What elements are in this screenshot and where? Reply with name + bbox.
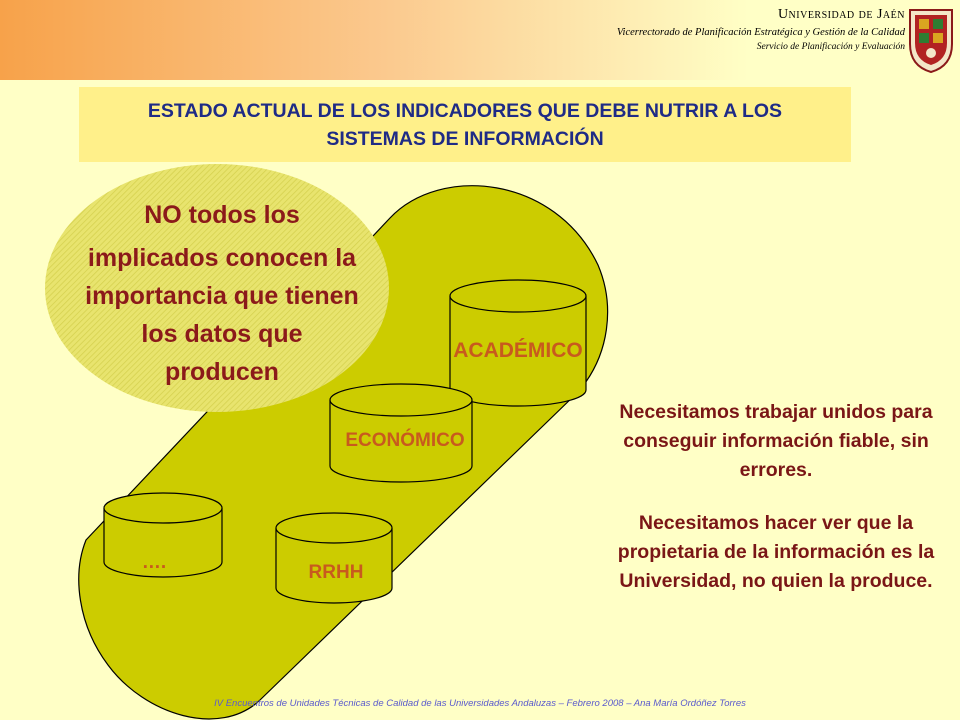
title-line-1: ESTADO ACTUAL DE LOS INDICADORES QUE DEBE NUTRIR A LOS	[147, 99, 783, 122]
database-label-rrhh: RRHH	[308, 562, 364, 583]
database-label-other: ….	[141, 552, 167, 573]
servicio-line: Servicio de Planificación y Evaluación	[756, 42, 905, 52]
database-label-academico: ACADÉMICO	[453, 339, 583, 362]
database-other	[104, 493, 222, 577]
database-rrhh	[276, 513, 392, 603]
vicerrectorado-line: Vicerrectorado de Planificación Estratégica y Gestión de la Calidad	[616, 27, 905, 38]
title-line-2: SISTEMAS DE INFORMACIÓN	[326, 127, 604, 150]
bubble-line-2: implicados conocen la	[87, 244, 357, 272]
bubble-line-1: NO todos los	[144, 201, 300, 229]
message-university-owns-information: Necesitamos hacer ver que la propietaria de la información es la Universidad, no quien la produce.	[617, 512, 935, 592]
database-academico	[450, 280, 586, 406]
database-label-economico: ECONÓMICO	[345, 430, 465, 451]
bubble-line-4: los datos que	[141, 320, 303, 348]
bubble-line-3: importancia que tienen	[85, 282, 359, 310]
database-economico	[330, 384, 472, 482]
university-name: Universidad de Jaén	[777, 7, 905, 22]
message-work-together: Necesitamos trabajar unidos para conseguir información fiable, sin errores.	[619, 401, 933, 481]
footer-text: IV Encuentros de Unidades Técnicas de Calidad de las Universidades Andaluzas – Febrero 2008 – Ana María Ordóñez Torres	[214, 698, 746, 709]
bubble-line-5: producen	[165, 358, 279, 386]
